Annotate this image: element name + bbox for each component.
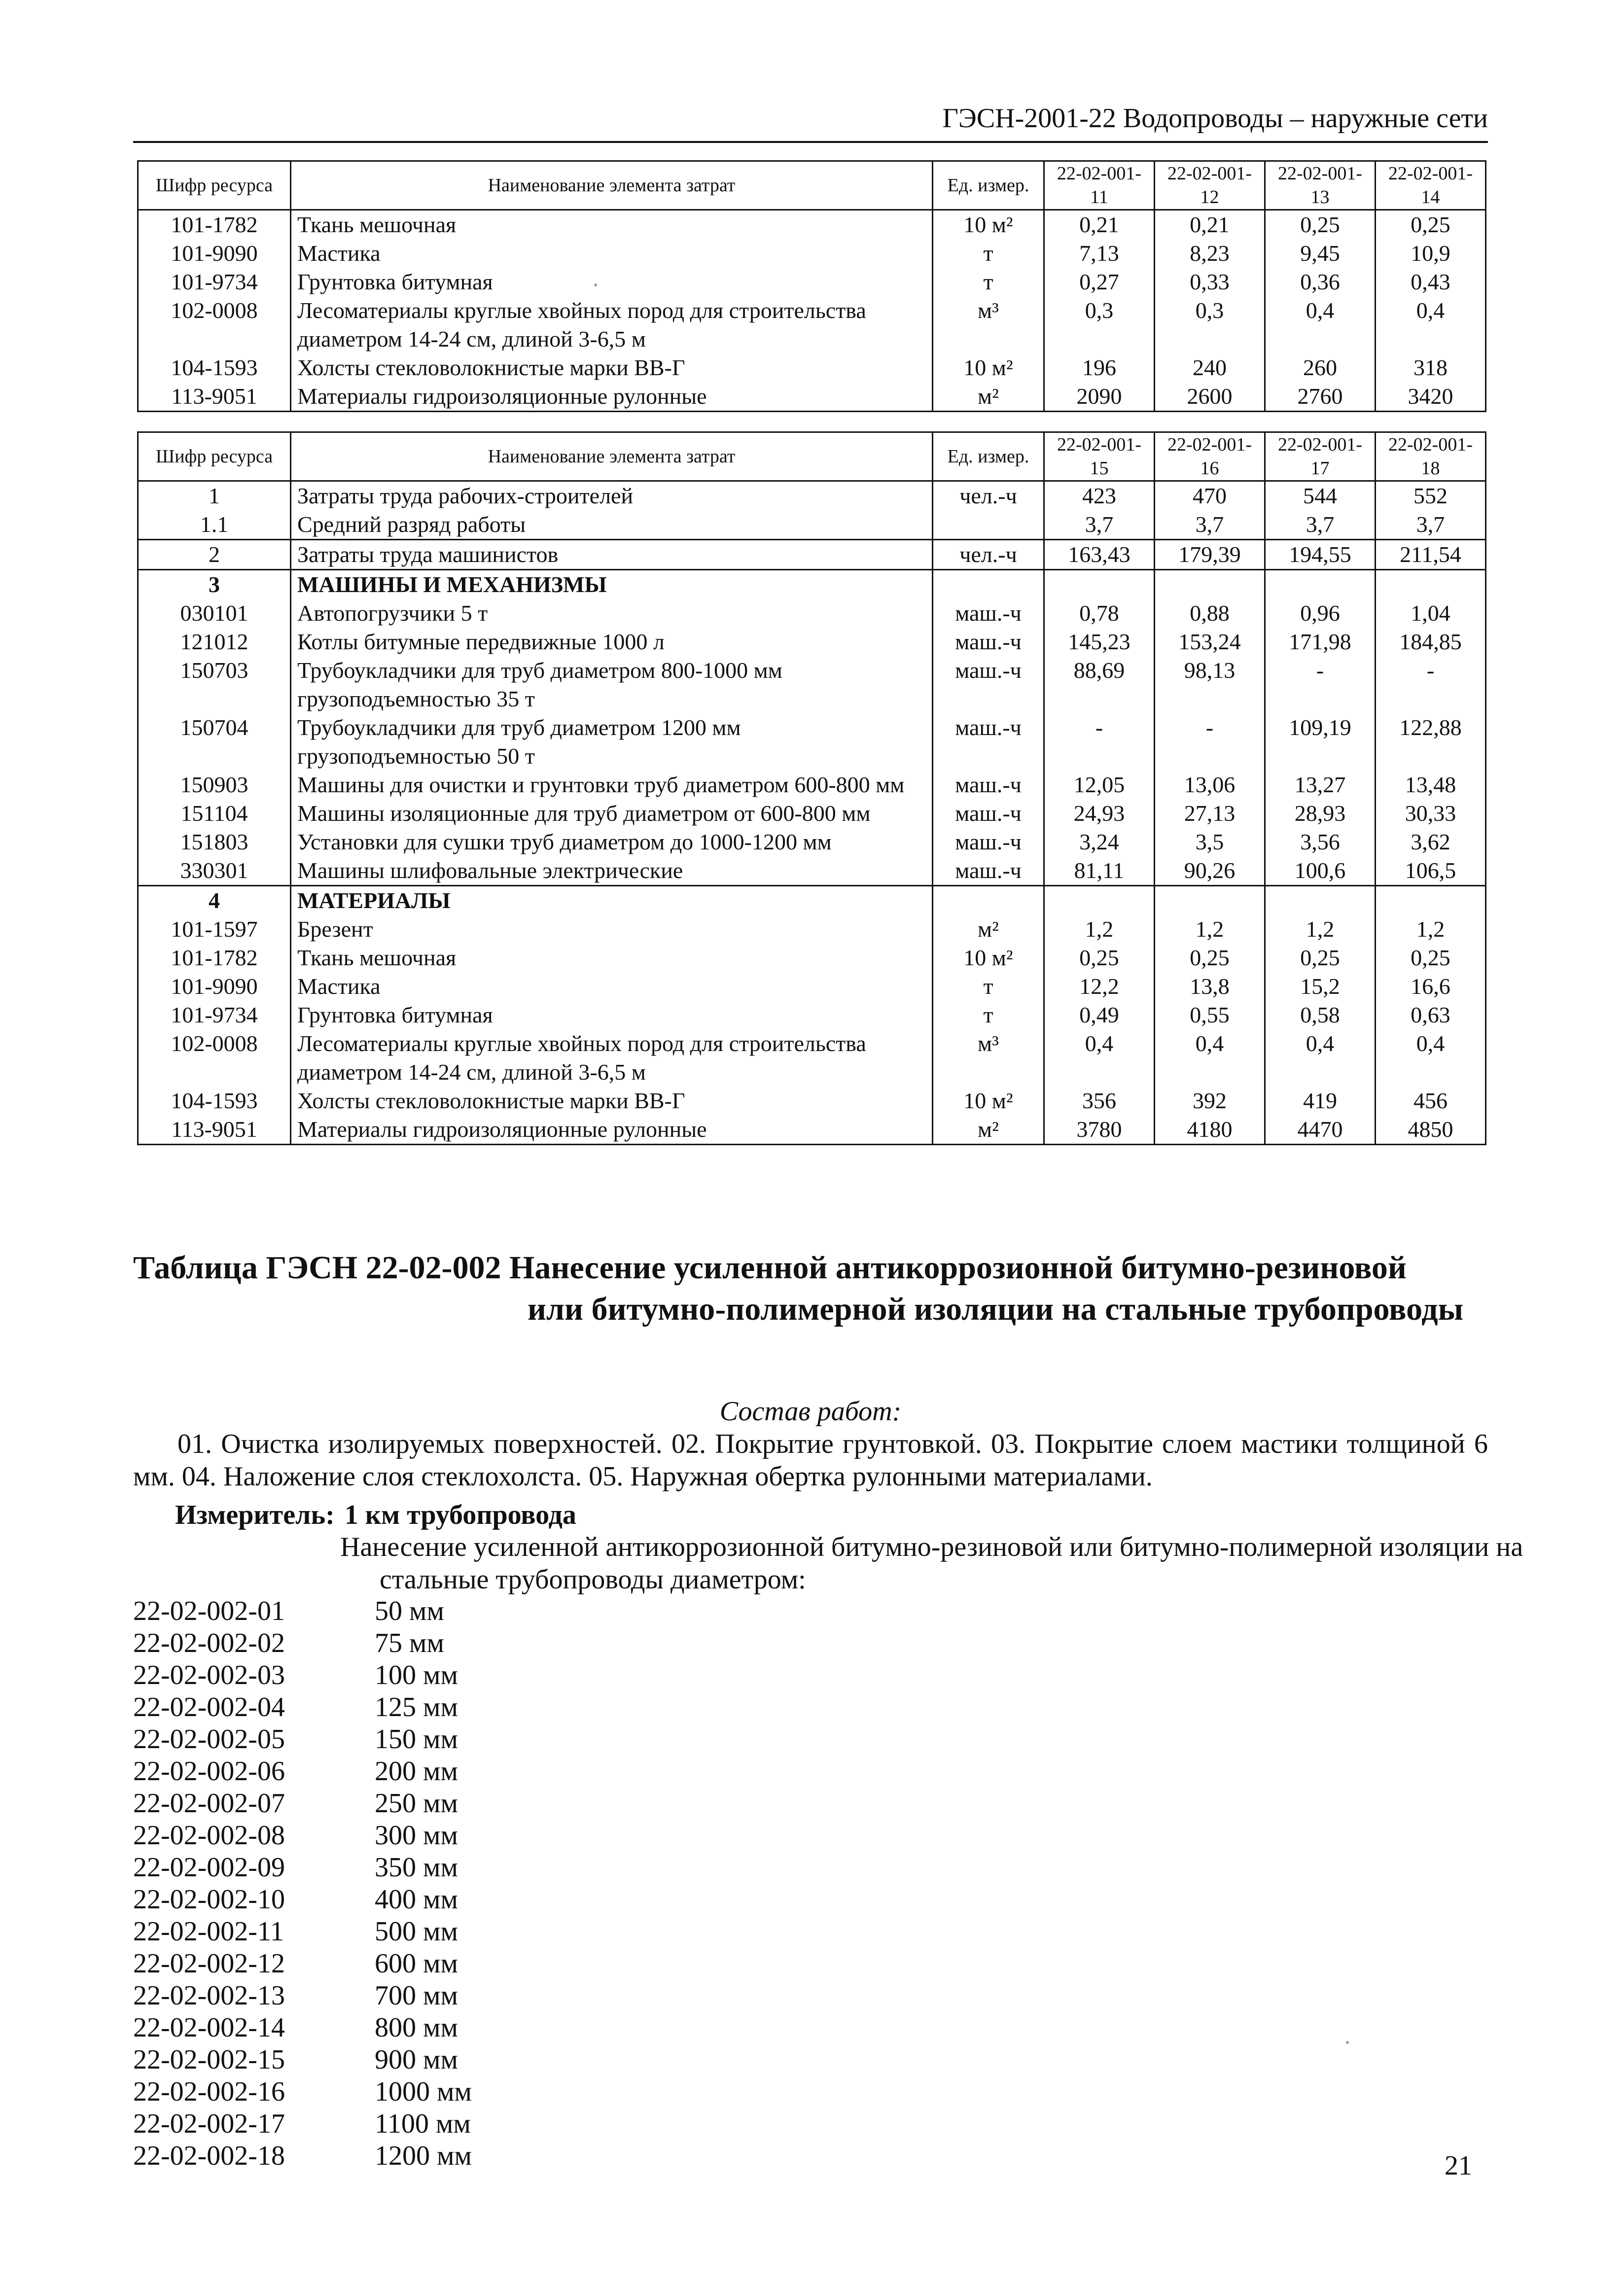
resource-value: 0,49	[1044, 1001, 1155, 1029]
column-header: 22-02-001-12	[1155, 161, 1265, 210]
list-item	[133, 1627, 472, 1659]
resource-value: 7,13	[1044, 239, 1155, 268]
resource-value: -	[1155, 713, 1265, 771]
resource-name: Грунтовка битумная	[291, 268, 933, 296]
resource-name: Холсты стекловолокнистые марки ВВ-Г	[291, 353, 933, 382]
resource-value: 3780	[1044, 1115, 1155, 1145]
title-line-2: или битумно-полимерной изоляции на стальные трубопроводы	[528, 1291, 1464, 1327]
resource-value: 0,96	[1265, 599, 1376, 628]
norm-code: 22-02-002-13	[133, 1980, 285, 2011]
work-composition-text: 01. Очистка изолируемых поверхностей. 02. Покрытие грунтовкой. 03. Покрытие слоем мастики толщиной 6 мм. 04. Наложение слоя стеклохолста. 05. Наружная обертка рулонными материалами.	[133, 1429, 1488, 1492]
table-row	[138, 481, 1486, 511]
resource-value: 423	[1044, 481, 1155, 511]
resource-value: 2760	[1265, 382, 1376, 412]
norm-code: 22-02-002-07	[133, 1788, 285, 1819]
resource-value: 0,21	[1155, 210, 1265, 240]
page-number: 21	[1445, 2150, 1472, 2181]
scan-speck	[1346, 2041, 1349, 2044]
resource-name: Средний разряд работы	[291, 510, 933, 540]
resource-value: 4470	[1265, 1115, 1376, 1145]
table-row	[138, 353, 1486, 382]
table-row	[138, 510, 1486, 540]
column-header: Ед. измер.	[933, 432, 1044, 481]
resource-value: 0,4	[1376, 296, 1486, 353]
pipe-diameter: 150 мм	[375, 1724, 458, 1755]
resource-unit: м²	[933, 1115, 1044, 1145]
column-header: 22-02-001-13	[1265, 161, 1376, 210]
resource-value: 3,5	[1155, 828, 1265, 856]
norm-code: 22-02-002-03	[133, 1660, 285, 1690]
resource-name: Материалы гидроизоляционные рулонные	[291, 1115, 933, 1145]
resource-code: 101-9090	[138, 239, 291, 268]
column-header: Наименование элемента затрат	[291, 432, 933, 481]
resource-value: 0,88	[1155, 599, 1265, 628]
resource-name: Холсты стекловолокнистые марки ВВ-Г	[291, 1087, 933, 1115]
resource-name: Затраты труда рабочих-строителей	[291, 481, 933, 511]
resource-value: 3,7	[1155, 510, 1265, 540]
table-row	[138, 570, 1486, 599]
pipe-diameter: 200 мм	[375, 1756, 458, 1787]
resource-unit: чел.-ч	[933, 481, 1044, 511]
resource-value: 30,33	[1376, 799, 1486, 828]
pipe-diameter: 350 мм	[375, 1852, 458, 1883]
resource-value: 13,06	[1155, 771, 1265, 799]
resource-value	[1155, 886, 1265, 915]
resource-code: 151104	[138, 799, 291, 828]
resource-name: Брезент	[291, 915, 933, 944]
code-list	[133, 1595, 472, 2172]
resource-code: 4	[138, 886, 291, 915]
resource-name: Лесоматериалы круглые хвойных пород для строительства диаметром 14-24 см, длиной 3-6,5 м	[291, 296, 933, 353]
resource-value: 356	[1044, 1087, 1155, 1115]
resource-unit: т	[933, 239, 1044, 268]
resource-name: Лесоматериалы круглые хвойных пород для строительства диаметром 14-24 см, длиной 3-6,5 м	[291, 1029, 933, 1087]
resource-code: 113-9051	[138, 382, 291, 412]
resource-code: 113-9051	[138, 1115, 291, 1145]
resource-value: 88,69	[1044, 656, 1155, 713]
resource-code: 101-1782	[138, 944, 291, 972]
resource-value: 0,3	[1155, 296, 1265, 353]
column-header: Шифр ресурса	[138, 161, 291, 210]
resource-value: 470	[1155, 481, 1265, 511]
norm-code: 22-02-002-05	[133, 1724, 285, 1755]
resource-value: 0,25	[1044, 944, 1155, 972]
table-row	[138, 886, 1486, 915]
resource-unit: м³	[933, 1029, 1044, 1087]
resource-value: 163,43	[1044, 540, 1155, 570]
pipe-diameter: 300 мм	[375, 1820, 458, 1851]
resource-code: 150903	[138, 771, 291, 799]
resource-name: МАТЕРИАЛЫ	[291, 886, 933, 915]
list-item	[133, 2076, 472, 2108]
list-item	[133, 1659, 472, 1691]
resource-value: 13,8	[1155, 972, 1265, 1001]
resource-name: Материалы гидроизоляционные рулонные	[291, 382, 933, 412]
resource-code: 101-9090	[138, 972, 291, 1001]
resource-name: Машины изоляционные для труб диаметром от 600-800 мм	[291, 799, 933, 828]
table-row	[138, 944, 1486, 972]
resource-value: 3,7	[1265, 510, 1376, 540]
table-row	[138, 382, 1486, 412]
scan-speck	[594, 283, 597, 286]
resource-value: 27,13	[1155, 799, 1265, 828]
resource-code: 101-1597	[138, 915, 291, 944]
resource-unit: маш.-ч	[933, 628, 1044, 656]
resource-unit: маш.-ч	[933, 599, 1044, 628]
resource-unit: т	[933, 1001, 1044, 1029]
resource-value: 0,21	[1044, 210, 1155, 240]
resource-value: 211,54	[1376, 540, 1486, 570]
resource-unit: м³	[933, 296, 1044, 353]
resource-unit: т	[933, 972, 1044, 1001]
pipe-diameter: 500 мм	[375, 1916, 458, 1947]
table-row	[138, 540, 1486, 570]
resource-unit: 10 м²	[933, 353, 1044, 382]
resource-value: 8,23	[1155, 239, 1265, 268]
list-item	[133, 1980, 472, 2012]
resource-unit: маш.-ч	[933, 713, 1044, 771]
resource-value: 552	[1376, 481, 1486, 511]
table-row	[138, 828, 1486, 856]
table-row	[138, 1029, 1486, 1087]
resource-name: Мастика	[291, 972, 933, 1001]
table-row	[138, 210, 1486, 240]
resource-table-2	[137, 431, 1486, 1145]
resource-unit: 10 м²	[933, 944, 1044, 972]
list-item	[133, 1723, 472, 1756]
resource-value: -	[1044, 713, 1155, 771]
resource-value: 260	[1265, 353, 1376, 382]
resource-value: 0,36	[1265, 268, 1376, 296]
resource-unit: маш.-ч	[933, 799, 1044, 828]
table-row	[138, 268, 1486, 296]
resource-value: 13,27	[1265, 771, 1376, 799]
resource-code: 3	[138, 570, 291, 599]
table-row	[138, 239, 1486, 268]
pipe-diameter: 800 мм	[375, 2012, 458, 2043]
resource-value: 2600	[1155, 382, 1265, 412]
column-header: Ед. измер.	[933, 161, 1044, 210]
resource-value: 0,3	[1044, 296, 1155, 353]
resource-value: 456	[1376, 1087, 1486, 1115]
resource-value: 4180	[1155, 1115, 1265, 1145]
resource-value: 81,11	[1044, 856, 1155, 886]
pipe-diameter: 900 мм	[375, 2044, 458, 2075]
norm-code: 22-02-002-18	[133, 2141, 285, 2171]
resource-name: Ткань мешочная	[291, 210, 933, 240]
resource-value: 100,6	[1265, 856, 1376, 886]
resource-value: 179,39	[1155, 540, 1265, 570]
resource-value: 1,2	[1155, 915, 1265, 944]
resource-value: 0,55	[1155, 1001, 1265, 1029]
resource-value	[1376, 570, 1486, 599]
resource-value: -	[1376, 656, 1486, 713]
column-header: 22-02-001-15	[1044, 432, 1155, 481]
resource-value: 0,43	[1376, 268, 1486, 296]
resource-value: 544	[1265, 481, 1376, 511]
resource-value: 0,4	[1044, 1029, 1155, 1087]
resource-code: 1	[138, 481, 291, 511]
resource-value: 0,4	[1155, 1029, 1265, 1087]
resource-value: 15,2	[1265, 972, 1376, 1001]
table-row	[138, 599, 1486, 628]
list-item	[133, 1916, 472, 1948]
list-item	[133, 1691, 472, 1723]
resource-value: 109,19	[1265, 713, 1376, 771]
resource-unit: маш.-ч	[933, 856, 1044, 886]
resource-value: 240	[1155, 353, 1265, 382]
pipe-diameter: 75 мм	[375, 1628, 444, 1658]
resource-code: 101-9734	[138, 268, 291, 296]
meter	[175, 1499, 576, 1531]
resource-name: Машины для очистки и грунтовки труб диаметром 600-800 мм	[291, 771, 933, 799]
resource-value: 0,25	[1265, 210, 1376, 240]
running-header: ГЭСН-2001-22 Водопроводы – наружные сети	[942, 103, 1488, 134]
resource-value: 0,33	[1155, 268, 1265, 296]
resource-unit: маш.-ч	[933, 828, 1044, 856]
resource-value: 0,4	[1265, 1029, 1376, 1087]
resource-value	[1376, 886, 1486, 915]
norm-code: 22-02-002-12	[133, 1948, 285, 1979]
resource-value: 392	[1155, 1087, 1265, 1115]
resource-code: 101-9734	[138, 1001, 291, 1029]
resource-value: 1,2	[1376, 915, 1486, 944]
resource-value: 0,63	[1376, 1001, 1486, 1029]
list-item	[133, 2012, 472, 2044]
resource-name: Затраты труда машинистов	[291, 540, 933, 570]
resource-unit: м²	[933, 915, 1044, 944]
resource-value: 0,4	[1265, 296, 1376, 353]
resource-name: Котлы битумные передвижные 1000 л	[291, 628, 933, 656]
list-item	[133, 1756, 472, 1788]
resource-unit	[933, 886, 1044, 915]
table-row	[138, 713, 1486, 771]
table-row	[138, 799, 1486, 828]
resource-value: 10,9	[1376, 239, 1486, 268]
pipe-diameter: 1100 мм	[375, 2109, 471, 2139]
resource-value: 1,2	[1044, 915, 1155, 944]
resource-name: Трубоукладчики для труб диаметром 800-1000 мм грузоподъемностью 35 т	[291, 656, 933, 713]
pipe-diameter: 1200 мм	[375, 2141, 472, 2171]
resource-unit: маш.-ч	[933, 771, 1044, 799]
resource-unit: маш.-ч	[933, 656, 1044, 713]
resource-code: 102-0008	[138, 1029, 291, 1087]
column-header: Шифр ресурса	[138, 432, 291, 481]
table-row	[138, 915, 1486, 944]
resource-value	[1265, 886, 1376, 915]
resource-value: -	[1265, 656, 1376, 713]
list-item	[133, 2140, 472, 2172]
resource-unit	[933, 510, 1044, 540]
resource-value: 318	[1376, 353, 1486, 382]
resource-unit	[933, 570, 1044, 599]
resource-code: 150704	[138, 713, 291, 771]
resource-code: 030101	[138, 599, 291, 628]
resource-value: 0,25	[1376, 210, 1486, 240]
column-header: 22-02-001-16	[1155, 432, 1265, 481]
resource-value	[1044, 570, 1155, 599]
resource-value: 16,6	[1376, 972, 1486, 1001]
resource-value: 9,45	[1265, 239, 1376, 268]
column-header: 22-02-001-18	[1376, 432, 1486, 481]
resource-name: МАШИНЫ И МЕХАНИЗМЫ	[291, 570, 933, 599]
resource-value: 194,55	[1265, 540, 1376, 570]
pipe-diameter: 50 мм	[375, 1596, 444, 1626]
resource-name: Грунтовка битумная	[291, 1001, 933, 1029]
list-item	[133, 1884, 472, 1916]
header-rule	[133, 141, 1488, 143]
pipe-diameter: 250 мм	[375, 1788, 458, 1819]
table-row	[138, 296, 1486, 353]
resource-code: 1.1	[138, 510, 291, 540]
table-row	[138, 656, 1486, 713]
resource-value: 106,5	[1376, 856, 1486, 886]
pipe-diameter: 125 мм	[375, 1692, 458, 1723]
resource-code: 104-1593	[138, 353, 291, 382]
resource-value: 0,4	[1376, 1029, 1486, 1087]
resource-value: 184,85	[1376, 628, 1486, 656]
norm-code: 22-02-002-14	[133, 2012, 285, 2043]
resource-value	[1044, 886, 1155, 915]
resource-value: 24,93	[1044, 799, 1155, 828]
resource-value: 196	[1044, 353, 1155, 382]
norm-code: 22-02-002-11	[133, 1916, 284, 1947]
resource-value: 0,25	[1155, 944, 1265, 972]
list-item	[133, 2108, 472, 2140]
list-item	[133, 1820, 472, 1852]
resource-value: 12,05	[1044, 771, 1155, 799]
resource-value: 3,62	[1376, 828, 1486, 856]
column-header: 22-02-001-17	[1265, 432, 1376, 481]
pipe-diameter: 1000 мм	[375, 2076, 472, 2107]
resource-unit: м²	[933, 382, 1044, 412]
resource-value: 3420	[1376, 382, 1486, 412]
resource-table-1	[137, 160, 1486, 412]
resource-unit: 10 м²	[933, 210, 1044, 240]
resource-value: 2090	[1044, 382, 1155, 412]
resource-value: 1,2	[1265, 915, 1376, 944]
resource-code: 121012	[138, 628, 291, 656]
title-line-1: Таблица ГЭСН 22-02-002 Нанесение усиленной антикоррозионной битумно-резиновой	[133, 1250, 1407, 1286]
resource-name: Мастика	[291, 239, 933, 268]
resource-value: 0,25	[1265, 944, 1376, 972]
description: Нанесение усиленной антикоррозионной битумно-резиновой или битумно-полимерной изоляции на стальные трубопроводы диаметром:	[340, 1532, 1523, 1595]
table-title	[133, 1247, 1488, 1330]
resource-value: 153,24	[1155, 628, 1265, 656]
table-header	[138, 432, 1486, 481]
resource-value: 13,48	[1376, 771, 1486, 799]
pipe-diameter: 700 мм	[375, 1980, 458, 2011]
table-row	[138, 771, 1486, 799]
resource-unit: 10 м²	[933, 1087, 1044, 1115]
resource-value: 419	[1265, 1087, 1376, 1115]
table-row	[138, 1115, 1486, 1145]
resource-name: Ткань мешочная	[291, 944, 933, 972]
norm-code: 22-02-002-10	[133, 1884, 285, 1915]
resource-name: Трубоукладчики для труб диаметром 1200 мм грузоподъемностью 50 т	[291, 713, 933, 771]
resource-value	[1155, 570, 1265, 599]
resource-value: 0,27	[1044, 268, 1155, 296]
resource-value: 1,04	[1376, 599, 1486, 628]
resource-value: 3,7	[1044, 510, 1155, 540]
list-item	[133, 1788, 472, 1820]
resource-value: 3,7	[1376, 510, 1486, 540]
norm-code: 22-02-002-06	[133, 1756, 285, 1787]
column-header: 22-02-001-11	[1044, 161, 1155, 210]
norm-code: 22-02-002-04	[133, 1692, 285, 1723]
resource-code: 2	[138, 540, 291, 570]
column-header: 22-02-001-14	[1376, 161, 1486, 210]
resource-code: 151803	[138, 828, 291, 856]
resource-value: 3,56	[1265, 828, 1376, 856]
resource-unit: т	[933, 268, 1044, 296]
norm-code: 22-02-002-02	[133, 1628, 285, 1658]
work-composition-heading: Состав работ:	[719, 1396, 902, 1427]
list-item	[133, 2044, 472, 2076]
resource-value	[1265, 570, 1376, 599]
resource-value: 122,88	[1376, 713, 1486, 771]
resource-name: Установки для сушки труб диаметром до 1000-1200 мм	[291, 828, 933, 856]
resource-unit: чел.-ч	[933, 540, 1044, 570]
norm-code: 22-02-002-15	[133, 2044, 285, 2075]
resource-name: Автопогрузчики 5 т	[291, 599, 933, 628]
resource-value: 4850	[1376, 1115, 1486, 1145]
list-item	[133, 1852, 472, 1884]
table-row	[138, 972, 1486, 1001]
resource-value: 171,98	[1265, 628, 1376, 656]
meter-value: 1 км трубопровода	[344, 1500, 576, 1530]
meter-label: Измеритель:	[175, 1500, 335, 1530]
resource-code: 102-0008	[138, 296, 291, 353]
norm-code: 22-02-002-08	[133, 1820, 285, 1851]
list-item	[133, 1948, 472, 1980]
norm-code: 22-02-002-09	[133, 1852, 285, 1883]
resource-value: 0,25	[1376, 944, 1486, 972]
resource-name: Машины шлифовальные электрические	[291, 856, 933, 886]
resource-value: 145,23	[1044, 628, 1155, 656]
column-header: Наименование элемента затрат	[291, 161, 933, 210]
resource-value: 3,24	[1044, 828, 1155, 856]
resource-code: 104-1593	[138, 1087, 291, 1115]
pipe-diameter: 100 мм	[375, 1660, 458, 1690]
table-row	[138, 1087, 1486, 1115]
resource-value: 28,93	[1265, 799, 1376, 828]
resource-value: 0,78	[1044, 599, 1155, 628]
table-row	[138, 1001, 1486, 1029]
resource-value: 98,13	[1155, 656, 1265, 713]
norm-code: 22-02-002-17	[133, 2109, 285, 2139]
resource-value: 12,2	[1044, 972, 1155, 1001]
resource-code: 150703	[138, 656, 291, 713]
list-item	[133, 1595, 472, 1627]
table-header	[138, 161, 1486, 210]
resource-value: 0,58	[1265, 1001, 1376, 1029]
pipe-diameter: 400 мм	[375, 1884, 458, 1915]
resource-value: 90,26	[1155, 856, 1265, 886]
table-row	[138, 628, 1486, 656]
table-row	[138, 856, 1486, 886]
resource-code: 330301	[138, 856, 291, 886]
pipe-diameter: 600 мм	[375, 1948, 458, 1979]
resource-code: 101-1782	[138, 210, 291, 240]
norm-code: 22-02-002-01	[133, 1596, 285, 1626]
norm-code: 22-02-002-16	[133, 2076, 285, 2107]
